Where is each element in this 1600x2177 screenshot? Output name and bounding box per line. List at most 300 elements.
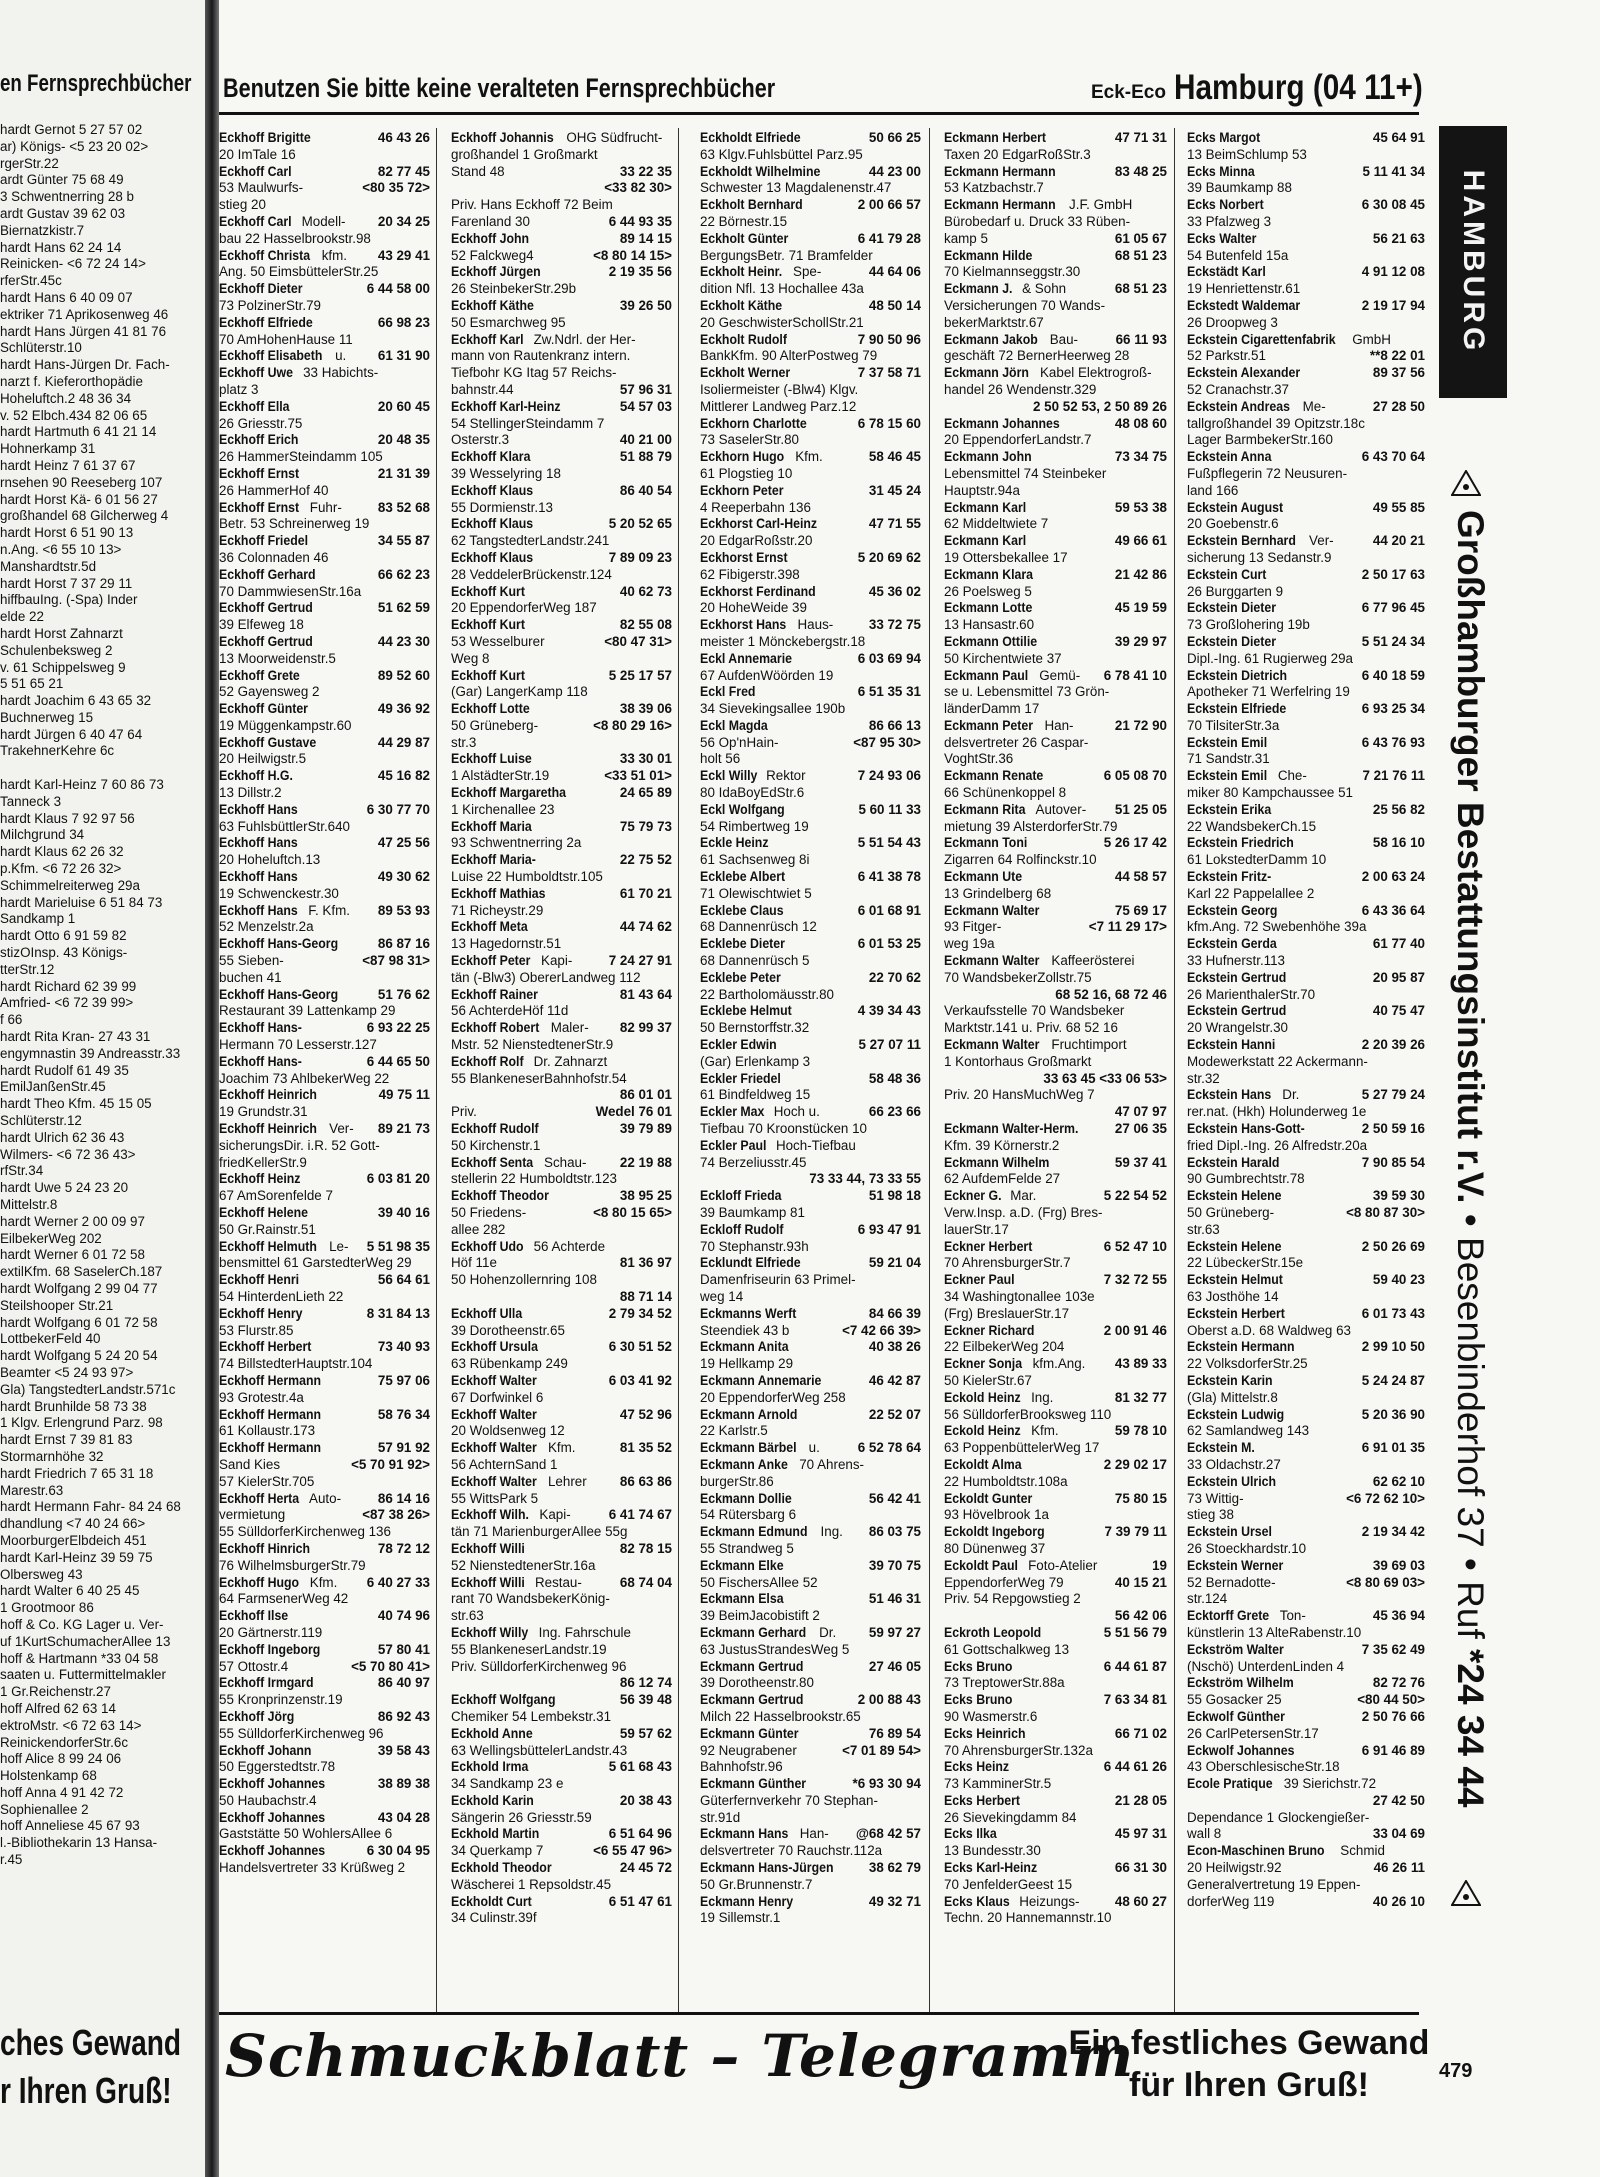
- listing-line: [700, 147, 923, 164]
- listing-line: [451, 147, 674, 164]
- listing-phone-number: 47 52 96: [619, 1406, 672, 1422]
- listing-line: [944, 1188, 1169, 1205]
- listing-line: [700, 1575, 923, 1592]
- listing-text: 73 Großlohering 19b: [1187, 617, 1310, 633]
- listing-line: [451, 1104, 674, 1121]
- thumb-index-label: HAMBURG: [1457, 169, 1490, 355]
- listing-text: Sand Kies: [219, 1456, 281, 1472]
- previous-page-line: saaten u. Futtermittelmakler: [0, 1667, 166, 1683]
- listing-line: [700, 382, 923, 399]
- listing-surname: Eckhoff Walter: [451, 1406, 537, 1422]
- listing-phone-number: 6 44 65 50: [366, 1053, 430, 1069]
- listing-text: 55 WittsPark 5: [451, 1490, 539, 1506]
- listing-surname: Eckstein Friedrich: [1187, 835, 1294, 851]
- listing-line: [700, 819, 923, 836]
- listing-phone-number: 88 71 14: [619, 1288, 672, 1304]
- previous-page-line: Manshardtstr.5d: [0, 558, 97, 574]
- listing-text: 68 Dannenrüsch 12: [700, 919, 817, 935]
- listing-phone-number: 39 26 50: [619, 297, 672, 313]
- listing-text: mietung 39 AlsterdorferStr.79: [944, 818, 1118, 834]
- previous-page-line: Milchgrund 34: [0, 827, 85, 843]
- previous-page-line: großhandel 68 Gilcherweg 4: [0, 508, 169, 524]
- listing-surname: Eckner G.: [944, 1188, 1002, 1204]
- side-ad-address: • Besenbinderhof 37 • Ruf: [1450, 1203, 1491, 1650]
- previous-page-line: engymnastin 39 Andreasstr.33: [0, 1045, 181, 1061]
- listing-surname: Eckstein Ludwig: [1187, 1406, 1285, 1422]
- listing-surname: Eckmann Rita: [944, 801, 1026, 817]
- listing-text: 61 Sachsenweg 8i: [700, 852, 810, 868]
- listing-surname: Eckmann Karl: [944, 533, 1027, 549]
- listing-text: 50 Grüneberg-: [1187, 1205, 1275, 1220]
- listing-text: 70 AmHohenHause 11: [219, 331, 353, 347]
- listing-phone-number: <8 80 69 03>: [1346, 1574, 1425, 1590]
- listing-line: [451, 1390, 674, 1407]
- listing-phone-number: 27 28 50: [1372, 398, 1425, 414]
- listing-line: [219, 1423, 432, 1440]
- listing-phone-number: 7 24 27 91: [608, 953, 672, 969]
- listing-phone-number: 6 51 47 61: [608, 1893, 672, 1909]
- listing-text: Eckmann Bärbel u.: [700, 1440, 820, 1456]
- listing-line: [944, 953, 1169, 970]
- previous-page-line: rferStr.45c: [0, 273, 62, 289]
- listing-line: [1187, 1843, 1427, 1860]
- listing-line: [451, 1491, 674, 1508]
- listing-line: [944, 1171, 1169, 1188]
- listing-surname: Eckhold Theodor: [451, 1860, 552, 1876]
- previous-page-header: en Fernsprechbücher: [0, 70, 192, 97]
- listing-phone-number: 43 89 33: [1114, 1356, 1167, 1372]
- listing-line: [700, 852, 923, 869]
- listing-surname: Eckhoff Wolfgang: [451, 1692, 556, 1708]
- listing-phone-number: <6 72 62 10>: [1346, 1490, 1425, 1506]
- listing-text: Höf 11e: [451, 1255, 497, 1271]
- listing-surname: Eckhoff Heinz: [219, 1171, 301, 1187]
- listing-surname: Eckoldt Ingeborg: [944, 1524, 1045, 1540]
- listing-line: [1187, 1860, 1427, 1877]
- previous-page-line: hardt Hermann Fahr- 84 24 68: [0, 1499, 181, 1515]
- listing-surname: Ecks Karl-Heinz: [944, 1860, 1038, 1876]
- listing-phone-number: 51 76 62: [377, 986, 430, 1002]
- listing-surname: Eckhoff Hugo: [219, 1574, 300, 1590]
- listing-text: Eckmann Jörn Kabel Elektrogroß-: [944, 365, 1152, 381]
- listing-line: [219, 1171, 432, 1188]
- listing-phone-number: 59 97 27: [868, 1624, 921, 1640]
- previous-page-line: hardt Ernst 7 39 81 83: [0, 1432, 133, 1448]
- listing-phone-number: 73 34 75: [1114, 449, 1167, 465]
- listing-phone-number: 21 31 39: [377, 465, 430, 481]
- listing-text: 33 Pfalzweg 3: [1187, 213, 1272, 229]
- listing-surname: Eckmann Hermann: [944, 163, 1056, 179]
- listing-line: [700, 1104, 923, 1121]
- listing-text: Eckhoff Willy Ing. Fahrschule: [451, 1624, 631, 1640]
- listing-phone-number: 47 71 55: [868, 516, 921, 532]
- listing-surname: Eckhoff Klaus: [451, 516, 534, 532]
- listing-surname: Eckloff Rudolf: [700, 1221, 784, 1237]
- listing-line: [451, 1910, 674, 1927]
- listing-surname: Ecks Heinrich: [944, 1725, 1026, 1741]
- listing-text: 26 Droopweg 3: [1187, 314, 1278, 330]
- listing-text: 54 Butenfeld 15a: [1187, 247, 1289, 263]
- previous-page-line: ardt Günter 75 68 49: [0, 172, 124, 188]
- listing-surname: Eckhoff Elisabeth: [219, 348, 323, 364]
- listing-surname: Eckstein Hermann: [1187, 1339, 1295, 1355]
- listing-phone-number: 78 72 12: [377, 1540, 430, 1556]
- listing-text: friedKellerStr.9: [219, 1154, 307, 1170]
- listing-surname: Ecktorff Grete: [1187, 1608, 1270, 1624]
- listing-text: 22 LübeckerStr.15e: [1187, 1255, 1304, 1271]
- listing-line: [944, 600, 1169, 617]
- previous-page-line: hardt Otto 6 91 59 82: [0, 928, 127, 944]
- previous-page-line: hardt Friedrich 7 65 31 18: [0, 1465, 154, 1481]
- listing-phone-number: 40 26 10: [1372, 1893, 1425, 1909]
- listing-text: 53 Maulwurfs-: [219, 180, 304, 196]
- listing-line: [451, 936, 674, 953]
- previous-page-line: rfStr.34: [0, 1163, 44, 1179]
- listing-phone-number: 6 05 08 70: [1103, 768, 1167, 784]
- listing-surname: Ecklebe Dieter: [700, 936, 785, 952]
- previous-page-line: hoff Anna 4 91 42 72: [0, 1784, 124, 1800]
- listing-line: [219, 1692, 432, 1709]
- listing-surname: Eckmann Jörn: [944, 365, 1029, 381]
- listing-line: [451, 214, 674, 231]
- listing-text: Eckhorst Hans Haus-: [700, 617, 834, 633]
- listing-text: 20 Wrangelstr.30: [1187, 1020, 1288, 1036]
- listing-surname: Eckhoff Senta: [451, 1154, 534, 1170]
- listing-line: [451, 835, 674, 852]
- listing-text: str.63: [1187, 1221, 1220, 1237]
- listing-line: [700, 1591, 923, 1608]
- listing-phone-number: 38 62 79: [868, 1860, 921, 1876]
- listing-text: Ecks Klaus Heizungs-: [944, 1893, 1080, 1909]
- listing-line: [1187, 1171, 1427, 1188]
- listing-line: [219, 1575, 432, 1592]
- listing-line: [700, 886, 923, 903]
- listing-surname: Eckhoff Brigitte: [219, 130, 311, 145]
- listing-surname: Eckmann Elke: [700, 1557, 784, 1573]
- listing-line: [219, 701, 432, 718]
- previous-page-line: Buchnerweg 15: [0, 709, 94, 725]
- listing-line: [451, 1810, 674, 1827]
- listing-line: [700, 164, 923, 181]
- listing-line: [1187, 516, 1427, 533]
- listing-phone-number: 24 65 89: [619, 785, 672, 801]
- listing-surname: Eckstein Herbert: [1187, 1305, 1285, 1321]
- listing-text: 20 Hoheluftch.13: [219, 852, 321, 868]
- listing-phone-number: <8 80 15 65>: [593, 1205, 672, 1220]
- listing-surname: Ecklebe Claus: [700, 902, 784, 918]
- listing-line: [944, 1356, 1169, 1373]
- listing-text: Eckmann Gerhard Dr.: [700, 1624, 837, 1640]
- previous-page-line: EmilJanßenStr.45: [0, 1079, 106, 1095]
- listing-surname: Eckhorn Peter: [700, 482, 784, 498]
- listing-text: 39 Baumkamp 81: [700, 1205, 805, 1220]
- listing-surname: Eckhoff Grete: [219, 667, 300, 683]
- listing-text: Fußpflegerin 72 Neusuren-: [1187, 465, 1348, 481]
- listing-line: [219, 1323, 432, 1340]
- listing-line: [219, 550, 432, 567]
- listing-line: [700, 1759, 923, 1776]
- listing-text: Eckhoff Elisabeth u.: [219, 348, 347, 364]
- listing-text: Dipl.-Ing. 61 Rugierweg 29a: [1187, 650, 1353, 666]
- listing-line: [1187, 466, 1427, 483]
- listing-text: 43 OberschlesischeStr.18: [1187, 1759, 1340, 1775]
- listing-line: [944, 1726, 1169, 1743]
- listing-line: [944, 1675, 1169, 1692]
- listing-line: [219, 617, 432, 634]
- listing-line: [451, 1255, 674, 1272]
- previous-page-line: Beamter <5 24 93 97>: [0, 1364, 134, 1380]
- previous-page-line: Reinicken- <6 72 24 14>: [0, 256, 146, 272]
- header-name-range: Eck-Eco: [1091, 82, 1166, 103]
- listing-surname: Eckhoff Rolf: [451, 1053, 524, 1069]
- listing-line: [700, 298, 923, 315]
- listing-text: dition Nfl. 13 Hochallee 43a: [700, 281, 864, 297]
- listing-surname: Eckstein Werner: [1187, 1557, 1284, 1573]
- listing-line: [700, 701, 923, 718]
- listing-surname: Eckhoff Johannes: [219, 1776, 326, 1792]
- listing-text: Eckstein Emil Che-: [1187, 768, 1307, 784]
- listing-line: [451, 1743, 674, 1760]
- listing-text: Eckhoff Uwe 33 Habichts-: [219, 365, 379, 381]
- listing-line: [700, 668, 923, 685]
- listing-line: [219, 852, 432, 869]
- listing-line: [700, 432, 923, 449]
- listing-phone-number: 2 20 39 26: [1361, 1037, 1425, 1053]
- listing-line: [451, 1474, 674, 1491]
- listing-line: [451, 533, 674, 550]
- listing-text: land 166: [1187, 482, 1239, 498]
- listing-line: [451, 483, 674, 500]
- listing-text: miker 80 Kampchaussee 51: [1187, 785, 1353, 801]
- listing-line: [700, 1423, 923, 1440]
- listing-surname: Eckmann Günther: [700, 1776, 807, 1792]
- listing-text: 26 Griesstr.75: [219, 415, 303, 431]
- listing-phone-number: <87 95 30>: [853, 734, 921, 750]
- listing-line: [451, 1625, 674, 1642]
- listing-text: Econ-Maschinen Bruno Schmid: [1187, 1843, 1385, 1859]
- listing-line: [219, 1339, 432, 1356]
- listing-phone-number: 44 23 00: [868, 163, 921, 179]
- listing-text: 50 Kirchentwiete 37: [944, 650, 1062, 666]
- listing-text: 22 Humboldtstr.108a: [944, 1473, 1068, 1489]
- listing-line: [219, 668, 432, 685]
- listing-surname: Eckmann Jakob: [944, 331, 1038, 347]
- listing-surname: Eckhoff Mathias: [451, 885, 546, 901]
- listing-phone-number: 7 37 58 71: [857, 365, 921, 381]
- previous-page-line: ektriker 71 Aprikosenweg 46: [0, 306, 169, 322]
- listing-phone-number: 5 22 54 52: [1103, 1188, 1167, 1204]
- listing-text: 20 EdgarRoßstr.20: [700, 533, 813, 549]
- listing-line: [451, 1524, 674, 1541]
- listing-line: [219, 1054, 432, 1071]
- listing-line: [700, 1239, 923, 1256]
- listing-surname: Eckmann Walter: [944, 1037, 1040, 1053]
- listing-surname: Eckstein Emil: [1187, 768, 1268, 784]
- listing-line: [944, 1104, 1169, 1121]
- listing-phone-number: 82 72 76: [1372, 1675, 1425, 1691]
- listing-text: 20 Heilwigstr.5: [219, 751, 307, 767]
- listing-surname: Eckhoff Johannis: [451, 130, 554, 145]
- listing-line: [700, 735, 923, 752]
- listing-text: bekerMarktstr.67: [944, 314, 1044, 330]
- listing-line: [700, 651, 923, 668]
- listing-text: Stand 48: [451, 163, 505, 179]
- listing-line: [451, 1457, 674, 1474]
- listing-line: [944, 1407, 1169, 1424]
- directory-page: [219, 0, 1600, 2177]
- listing-surname: Eckhoff Hans: [219, 869, 298, 885]
- listing-line: [944, 298, 1169, 315]
- listing-phone-number: 44 58 57: [1114, 869, 1167, 885]
- listing-line: [700, 584, 923, 601]
- listing-line: [700, 768, 923, 785]
- listing-line: [700, 1138, 923, 1155]
- listing-text: 74 BillstedterHauptstr.104: [219, 1356, 373, 1372]
- listing-surname: Eckstein M.: [1187, 1440, 1255, 1456]
- listing-surname: Eckoldt Paul: [944, 1557, 1018, 1573]
- listing-line: [700, 1625, 923, 1642]
- listing-text: Eckhoff Rolf Dr. Zahnarzt: [451, 1053, 608, 1069]
- column-divider: [1174, 128, 1175, 2013]
- listing-line: [944, 1020, 1169, 1037]
- listing-text: delsvertreter 70 Rauchstr.112a: [700, 1843, 883, 1859]
- listing-line: [1187, 1138, 1427, 1155]
- listing-line: [1187, 164, 1427, 181]
- listing-phone-number: 5 24 24 87: [1361, 1372, 1425, 1388]
- listing-phone-number: 68 51 23: [1114, 247, 1167, 263]
- listing-text: 19 Schwenckestr.30: [219, 885, 339, 901]
- listing-line: [1187, 264, 1427, 281]
- listing-phone-number: 47 07 97: [1114, 1104, 1167, 1120]
- listing-text: 22 Börnestr.15: [700, 213, 788, 229]
- listing-text: 70 Kielmannseggstr.30: [944, 264, 1081, 280]
- listing-line: [1187, 348, 1427, 365]
- listing-line: [219, 1675, 432, 1692]
- previous-page-line: hardt Karl-Heinz 39 59 75: [0, 1549, 153, 1565]
- listing-text: BergungsBetr. 71 Bramfelder: [700, 247, 873, 263]
- listing-text: Sängerin 26 Griesstr.59: [451, 1809, 592, 1825]
- listing-phone-number: 4 39 34 43: [857, 1003, 921, 1019]
- listing-line: [700, 802, 923, 819]
- listing-line: [1187, 1894, 1427, 1911]
- listing-text: 70 AhrensburgerStr.132a: [944, 1742, 1093, 1758]
- listing-line: [700, 1659, 923, 1676]
- listing-line: [451, 180, 674, 197]
- listing-text: 68 Dannenrüsch 5: [700, 953, 810, 969]
- listing-line: [219, 684, 432, 701]
- listing-text: Bahnhofstr.96: [700, 1759, 783, 1775]
- listing-surname: Ecks Minna: [1187, 163, 1255, 179]
- listing-line: [451, 382, 674, 399]
- listing-phone-number: 54 57 03: [619, 398, 672, 414]
- listing-text: 50 Friedens-: [451, 1205, 527, 1220]
- listing-line: [944, 1272, 1169, 1289]
- listing-line: [219, 365, 432, 382]
- listing-phone-number: 58 48 36: [868, 1070, 921, 1086]
- listing-text: Gaststätte 50 WohlersAllee 6: [219, 1826, 393, 1842]
- listing-text: Eckstein Andreas Me-: [1187, 398, 1326, 414]
- listing-surname: Eckmann Klara: [944, 566, 1034, 582]
- previous-page-line: r.45: [0, 1852, 23, 1868]
- listing-text: 34 Culinstr.39f: [451, 1910, 537, 1926]
- listing-text: Eckhoff Herta Auto-: [219, 1490, 342, 1506]
- listing-text: Eckhoff Carl Modell-: [219, 213, 346, 229]
- listing-text: rant 70 WandsbekerKönig-: [451, 1591, 610, 1607]
- listing-line: [219, 1659, 432, 1676]
- listing-text: 34 Washingtonallee 103e: [944, 1288, 1095, 1304]
- listing-text: 90 Gumbrechtstr.78: [1187, 1171, 1305, 1187]
- listing-phone-number: 27 06 35: [1114, 1121, 1167, 1137]
- listing-surname: Ecklebe Peter: [700, 969, 781, 985]
- listing-line: [1187, 668, 1427, 685]
- listing-line: [700, 1558, 923, 1575]
- previous-page-line: hardt Horst Zahnarzt: [0, 625, 123, 641]
- listing-line: [944, 1037, 1169, 1054]
- listing-phone-number: 39 59 30: [1372, 1188, 1425, 1204]
- previous-page-line: l.-Bibliothekarin 13 Hansa-: [0, 1835, 158, 1851]
- listing-line: [1187, 768, 1427, 785]
- listing-surname: Eckmann Arnold: [700, 1406, 798, 1422]
- triangle-logo-icon: [1451, 470, 1481, 496]
- listing-line: [451, 1541, 674, 1558]
- listing-line: [944, 768, 1169, 785]
- listing-phone-number: 39 69 03: [1372, 1557, 1425, 1573]
- listing-line: [1187, 1692, 1427, 1709]
- previous-page-line: hardt Hartmuth 6 41 21 14: [0, 424, 157, 440]
- listing-line: [219, 970, 432, 987]
- listing-text: Mstr. 52 NienstedtenerStr.9: [451, 1037, 614, 1053]
- listing-line: [944, 1793, 1169, 1810]
- listing-surname: Eckhold Martin: [451, 1826, 540, 1842]
- listing-phone-number: 56 21 63: [1372, 230, 1425, 246]
- listing-phone-number: 6 91 01 35: [1361, 1440, 1425, 1456]
- listing-phone-number: 27 46 05: [868, 1658, 921, 1674]
- previous-page-line: Holstenkamp 68: [0, 1768, 97, 1784]
- listing-line: [700, 231, 923, 248]
- listing-line: [451, 1339, 674, 1356]
- listing-surname: Ecklundt Elfriede: [700, 1255, 801, 1271]
- listing-phone-number: <5 70 91 92>: [351, 1456, 430, 1472]
- listing-text: str.91d: [700, 1809, 741, 1825]
- listing-line: [1187, 617, 1427, 634]
- listing-surname: Eckhoff Klaus: [451, 549, 534, 565]
- listing-text: Eckhoff Ernst Fuhr-: [219, 499, 342, 515]
- listing-surname: Eckstein Andreas: [1187, 398, 1290, 414]
- listing-text: 52 Falckweg4: [451, 247, 534, 263]
- listing-line: [451, 903, 674, 920]
- listing-surname: Eckholdt Elfriede: [700, 130, 801, 145]
- listing-line: [1187, 1743, 1427, 1760]
- listing-line: [700, 1776, 923, 1793]
- previous-page-line: Wilmers- <6 72 36 43>: [0, 1146, 136, 1162]
- listing-phone-number: 86 12 74: [619, 1675, 672, 1691]
- listing-line: [451, 281, 674, 298]
- listing-text: Generalvertretung 19 Eppen-: [1187, 1876, 1361, 1892]
- previous-page-line: hardt Ulrich 62 36 43: [0, 1129, 125, 1145]
- listing-text: 13 Grindelberg 68: [944, 885, 1052, 901]
- listing-phone-number: 62 62 10: [1372, 1473, 1425, 1489]
- listing-surname: Eckhoff Hans-Georg: [219, 936, 339, 952]
- listing-column-1: [219, 130, 432, 1877]
- previous-page-line: hardt Werner 2 00 09 97: [0, 1213, 145, 1229]
- previous-page-line: rnsehen 90 Reeseberg 107: [0, 474, 163, 490]
- listing-line: [451, 1591, 674, 1608]
- listing-phone-number: <80 47 31>: [604, 633, 672, 649]
- listing-surname: Ecklebe Albert: [700, 869, 786, 885]
- listing-phone-number: 5 51 56 79: [1103, 1624, 1167, 1640]
- listing-text: 20 Gärtnerstr.119: [219, 1624, 323, 1640]
- listing-phone-number: 2 50 26 69: [1361, 1238, 1425, 1254]
